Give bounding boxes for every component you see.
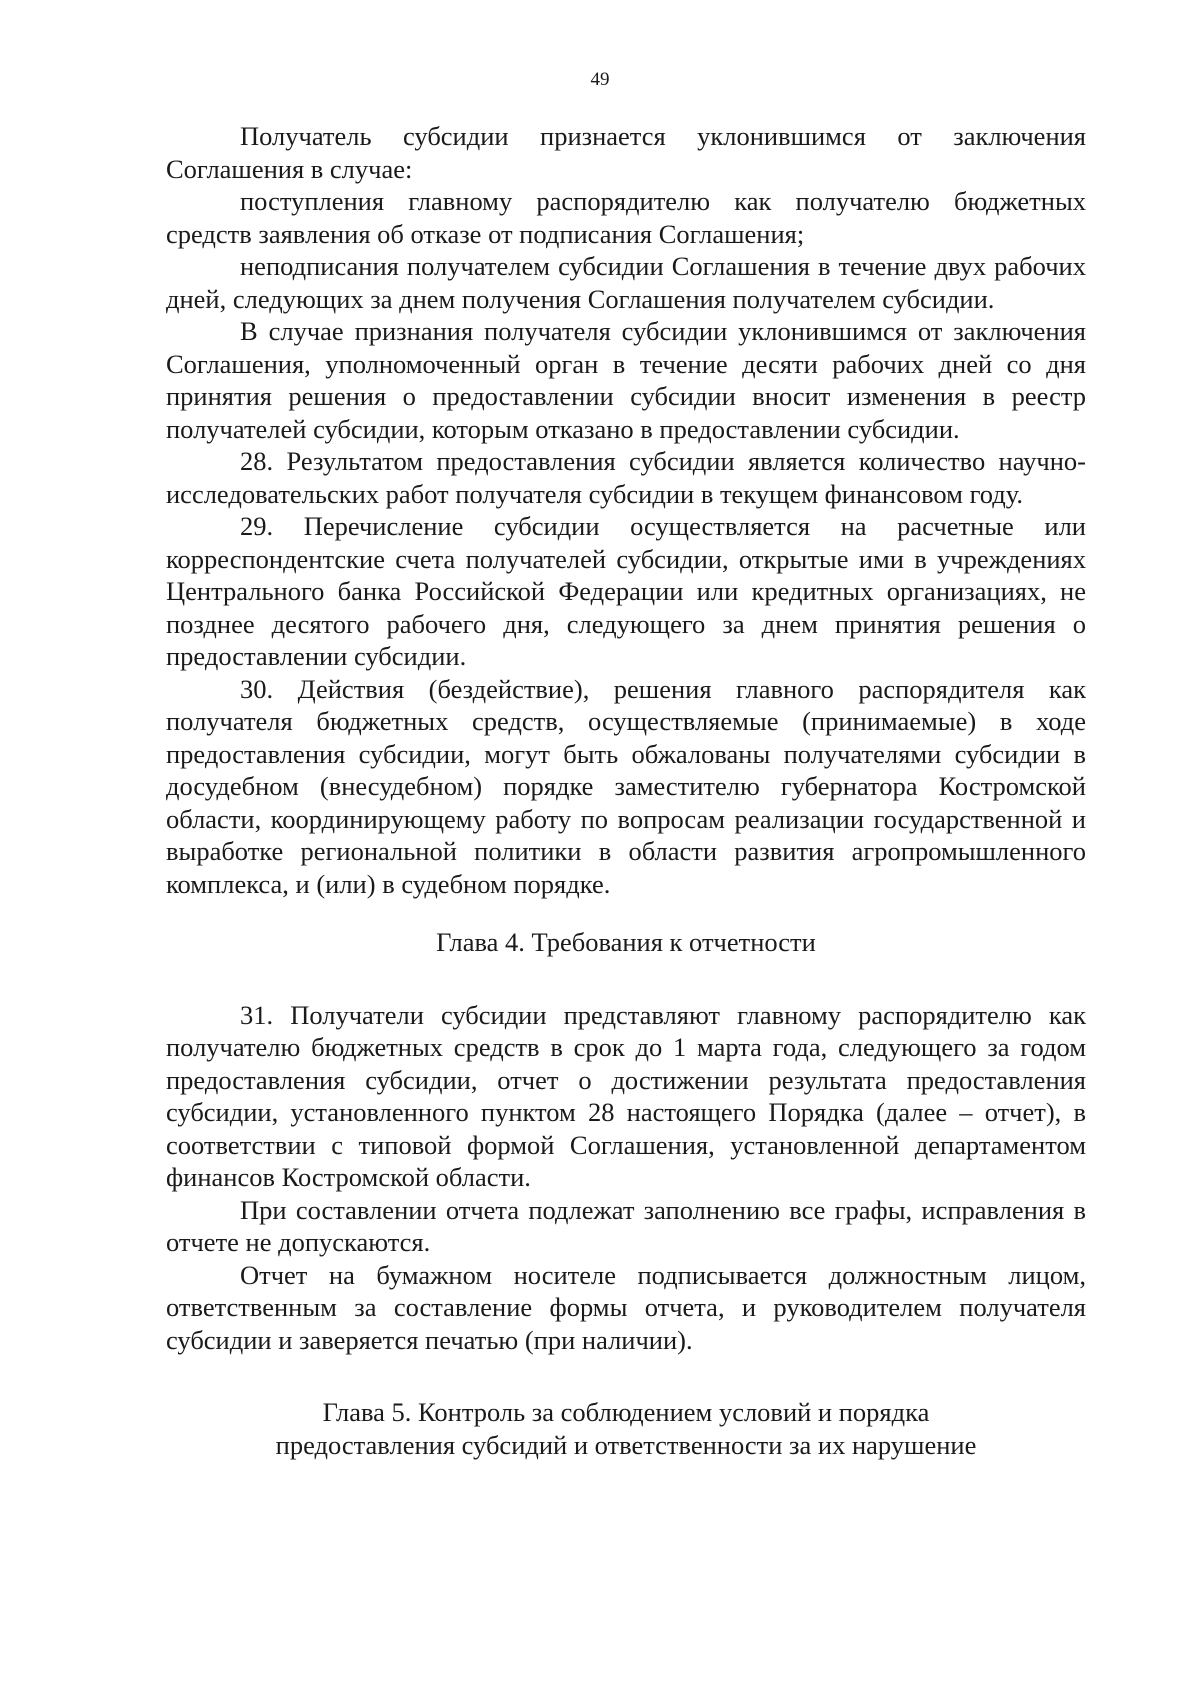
paragraph-report-signing: Отчет на бумажном носителе подписывается должностным лицом, ответственным за составление формы отчета, и руководителем получателя субсидии и заверяется печатью (при наличии). — [166, 1259, 1086, 1355]
page-number: 49 — [590, 69, 610, 90]
paragraph-item-31: 31. Получатели субсидии представляют главному распорядителю как получателю бюджетных средств в срок до 1 марта года, следующего за годом предоставления субсидии, отчет о достижении результата предоставления субсидии, установленного пунктом 28 настоящего Порядка (далее – отчет), в соответствии с типовой формой Соглашения, установленной департаментом финансов Костромской области. — [166, 999, 1086, 1192]
paragraph-evasion-intro: Получатель субсидии признается уклонившимся от заключения Соглашения в случае: — [166, 121, 1086, 184]
paragraph-item-30: 30. Действия (бездействие), решения главного распорядителя как получателя бюджетных средств, осуществляемые (принимаемые) в ходе предоставления субсидии, могут быть обжалованы получателями субсидии в досудебном (внесудебном) порядке заместителю губернатора Костромской области, координирующему работу по вопросам реализации государственной и выработке региональной политики в области развития агропромышленного комплекса, и (или) в судебном порядке. — [166, 673, 1086, 899]
chapter-4-heading: Глава 4. Требования к отчетности — [436, 927, 816, 957]
paragraph-report-filling: При составлении отчета подлежат заполнению все графы, исправления в отчете не допускаются. — [166, 1194, 1086, 1257]
chapter-5-heading: Глава 5. Контроль за соблюдением условий и порядка предоставления субсидий и ответственности за их нарушение — [275, 1397, 977, 1460]
paragraph-item-29: 29. Перечисление субсидии осуществляется на расчетные или корреспондентские счета получателей субсидии, открытые ими в учреждениях Центрального банка Российской Федерации или кредитных организациях, не позднее десятого рабочего дня, следующего за днем принятия решения о предоставлении субсидии. — [166, 511, 1086, 671]
paragraph-registry-changes: В случае признания получателя субсидии уклонившимся от заключения Соглашения, уполномоченный орган в течение десяти рабочих дней со дня принятия решения о предоставлении субсидии вносит изменения в реестр получателей субсидии, которым отказано в предоставлении субсидии. — [166, 316, 1086, 444]
paragraph-item-28: 28. Результатом предоставления субсидии является количество научно-исследовательских работ получателя субсидии в текущем финансовом году. — [166, 446, 1086, 509]
document-body — [166, 120, 1086, 1461]
paragraph-non-signing: неподписания получателем субсидии Соглашения в течение двух рабочих дней, следующих за днем получения Соглашения получателем субсидии. — [166, 251, 1086, 314]
paragraph-refusal-statement: поступления главному распорядителю как получателю бюджетных средств заявления об отказе от подписания Соглашения; — [166, 186, 1086, 249]
